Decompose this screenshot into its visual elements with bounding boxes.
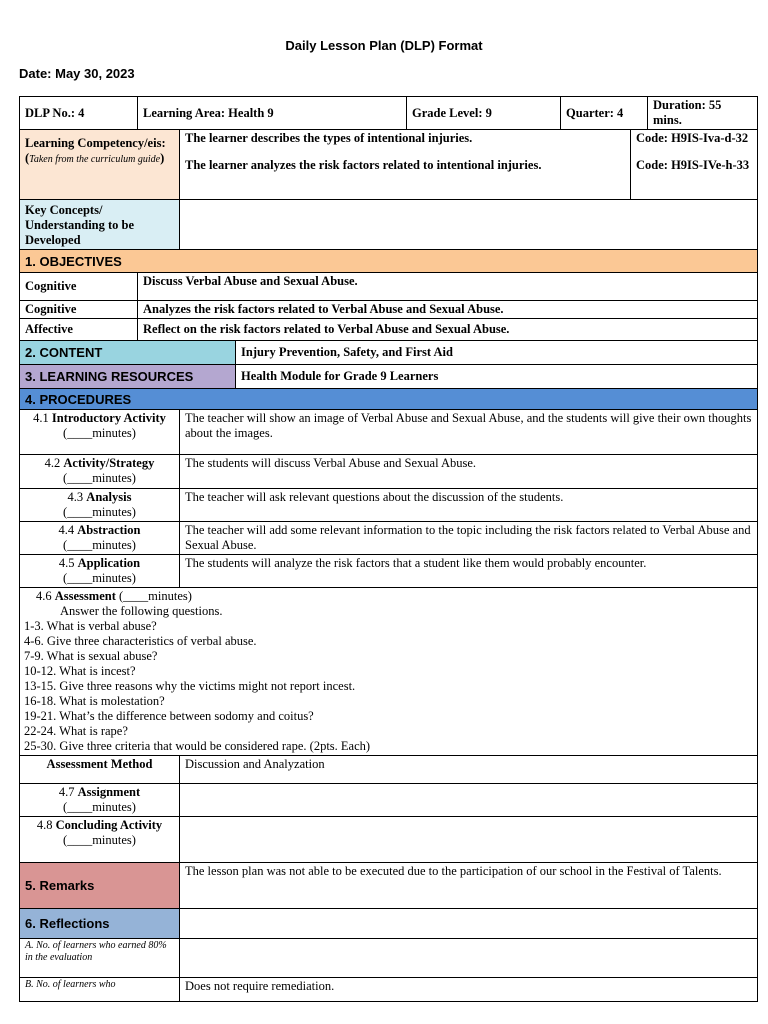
procedure-name: Assignment (77, 785, 141, 799)
procedure-text-assignment (180, 784, 758, 817)
list-item: 7-9. What is sexual abuse? (24, 649, 158, 663)
procedure-name: Activity/Strategy (63, 456, 155, 470)
duration: Duration: 55 mins. (648, 97, 758, 130)
procedure-name: Abstraction (77, 523, 141, 537)
procedure-number: 4.4 (58, 523, 78, 537)
grade-level: Grade Level: 9 (407, 97, 561, 130)
procedure-label-activity (20, 455, 180, 489)
procedure-number: 4.5 (58, 556, 78, 570)
objective-domain: Cognitive (20, 301, 138, 319)
reflection-a-label: A. No. of learners who earned 80% in the evaluation (20, 939, 180, 978)
competency-code-cell (631, 130, 758, 200)
objective-text: Discuss Verbal Abuse and Sexual Abuse. (138, 273, 758, 301)
lesson-plan-table (19, 96, 758, 1002)
procedure-minutes: (____minutes) (63, 426, 136, 440)
list-item: 16-18. What is molestation? (24, 694, 165, 708)
learning-area: Learning Area: Health 9 (138, 97, 407, 130)
procedure-minutes: (____minutes) (63, 471, 136, 485)
key-concepts-value (180, 200, 758, 250)
procedure-number: 4.2 (44, 456, 64, 470)
procedure-number: 4.3 (67, 490, 87, 504)
resources-heading: 3. LEARNING RESOURCES (20, 365, 236, 389)
list-item: 1-3. What is verbal abuse? (24, 619, 157, 633)
list-item: 4-6. Give three characteristics of verbal abuse. (24, 634, 257, 648)
procedure-text-application: The students will analyze the risk factors that a student like them would probably encounter. (180, 555, 758, 588)
procedure-number: 4.6 (36, 589, 55, 603)
competency-code-1: Code: H9IS-Iva-d-32 (636, 131, 749, 145)
competency-text-1: The learner describes the types of intentional injuries. (185, 131, 473, 145)
document-date: Date: May 30, 2023 (19, 66, 135, 81)
objectives-heading: 1. OBJECTIVES (20, 250, 758, 273)
procedure-text-analysis: The teacher will ask relevant questions about the discussion of the students. (180, 489, 758, 522)
objective-domain: Cognitive (20, 273, 138, 301)
key-concepts-label: Key Concepts/ Understanding to be Developed (20, 200, 180, 250)
content-value: Injury Prevention, Safety, and First Aid (236, 341, 758, 365)
procedure-minutes: (____minutes) (63, 833, 136, 847)
competency-note: Taken from the curriculum guide (29, 154, 161, 165)
procedure-name: Assessment (54, 589, 116, 603)
procedures-heading: 4. PROCEDURES (20, 389, 758, 410)
procedure-label-analysis (20, 489, 180, 522)
procedure-number: 4.7 (58, 785, 78, 799)
content-heading: 2. CONTENT (20, 341, 236, 365)
procedure-name: Concluding Activity (55, 818, 163, 832)
list-item: 22-24. What is rape? (24, 724, 128, 738)
procedure-label-abstraction (20, 522, 180, 555)
competency-paren-open: ( (25, 151, 30, 165)
reflections-heading: 6. Reflections (20, 909, 180, 939)
remarks-text: The lesson plan was not able to be executed due to the participation of our school in the Festival of Talents. (180, 863, 758, 909)
procedure-name: Analysis (86, 490, 132, 504)
assessment-cell (20, 588, 758, 756)
procedure-minutes: (____minutes) (63, 505, 136, 519)
document-title: Daily Lesson Plan (DLP) Format (285, 38, 483, 53)
reflection-a-value (180, 939, 758, 978)
procedure-number: 4.1 (33, 411, 52, 425)
list-item: 25-30. Give three criteria that would be considered rape. (2pts. Each) (24, 739, 371, 753)
competency-label-cell (20, 130, 180, 200)
procedure-label-intro (20, 410, 180, 455)
objective-domain: Affective (20, 319, 138, 341)
list-item: 13-15. Give three reasons why the victims might not report incest. (24, 679, 356, 693)
reflection-b-label: B. No. of learners who (20, 978, 180, 1002)
list-item: 10-12. What is incest? (24, 664, 136, 678)
quarter: Quarter: 4 (561, 97, 648, 130)
procedure-text-intro: The teacher will show an image of Verbal Abuse and Sexual Abuse, and the students will give their own thoughts about the images. (180, 410, 758, 455)
procedure-minutes: (____minutes) (115, 589, 192, 603)
procedure-name: Application (77, 556, 141, 570)
objective-text: Reflect on the risk factors related to Verbal Abuse and Sexual Abuse. (138, 319, 758, 341)
reflections-value (180, 909, 758, 939)
procedure-text-activity: The students will discuss Verbal Abuse and Sexual Abuse. (180, 455, 758, 489)
procedure-text-concluding (180, 817, 758, 863)
procedure-number: 4.8 (36, 818, 56, 832)
competency-paren-close: ) (160, 151, 165, 165)
procedure-minutes: (____minutes) (63, 571, 136, 585)
competency-label: Learning Competency/eis: (25, 136, 166, 150)
remarks-heading: 5. Remarks (20, 863, 180, 909)
dlp-number: DLP No.: 4 (20, 97, 138, 130)
assessment-method-value: Discussion and Analyzation (180, 756, 758, 784)
competency-text-2: The learner analyzes the risk factors related to intentional injuries. (185, 158, 542, 172)
list-item: 19-21. What’s the difference between sodomy and coitus? (24, 709, 314, 723)
question-list (24, 619, 752, 754)
procedure-label-application (20, 555, 180, 588)
resources-value: Health Module for Grade 9 Learners (236, 365, 758, 389)
objective-text: Analyzes the risk factors related to Verbal Abuse and Sexual Abuse. (138, 301, 758, 319)
procedure-label-assignment (20, 784, 180, 817)
competency-code-2: Code: H9IS-IVe-h-33 (636, 158, 750, 172)
procedure-label-concluding (20, 817, 180, 863)
procedure-minutes: (____minutes) (63, 538, 136, 552)
reflection-b-value: Does not require remediation. (180, 978, 758, 1002)
assessment-method-label: Assessment Method (20, 756, 180, 784)
procedure-text-abstraction: The teacher will add some relevant information to the topic including the risk factors related to Verbal Abuse and Sexual Abuse. (180, 522, 758, 555)
competency-text-cell (180, 130, 631, 200)
procedure-minutes: (____minutes) (63, 800, 136, 814)
assessment-instruction: Answer the following questions. (60, 604, 223, 618)
procedure-name: Introductory Activity (51, 411, 166, 425)
